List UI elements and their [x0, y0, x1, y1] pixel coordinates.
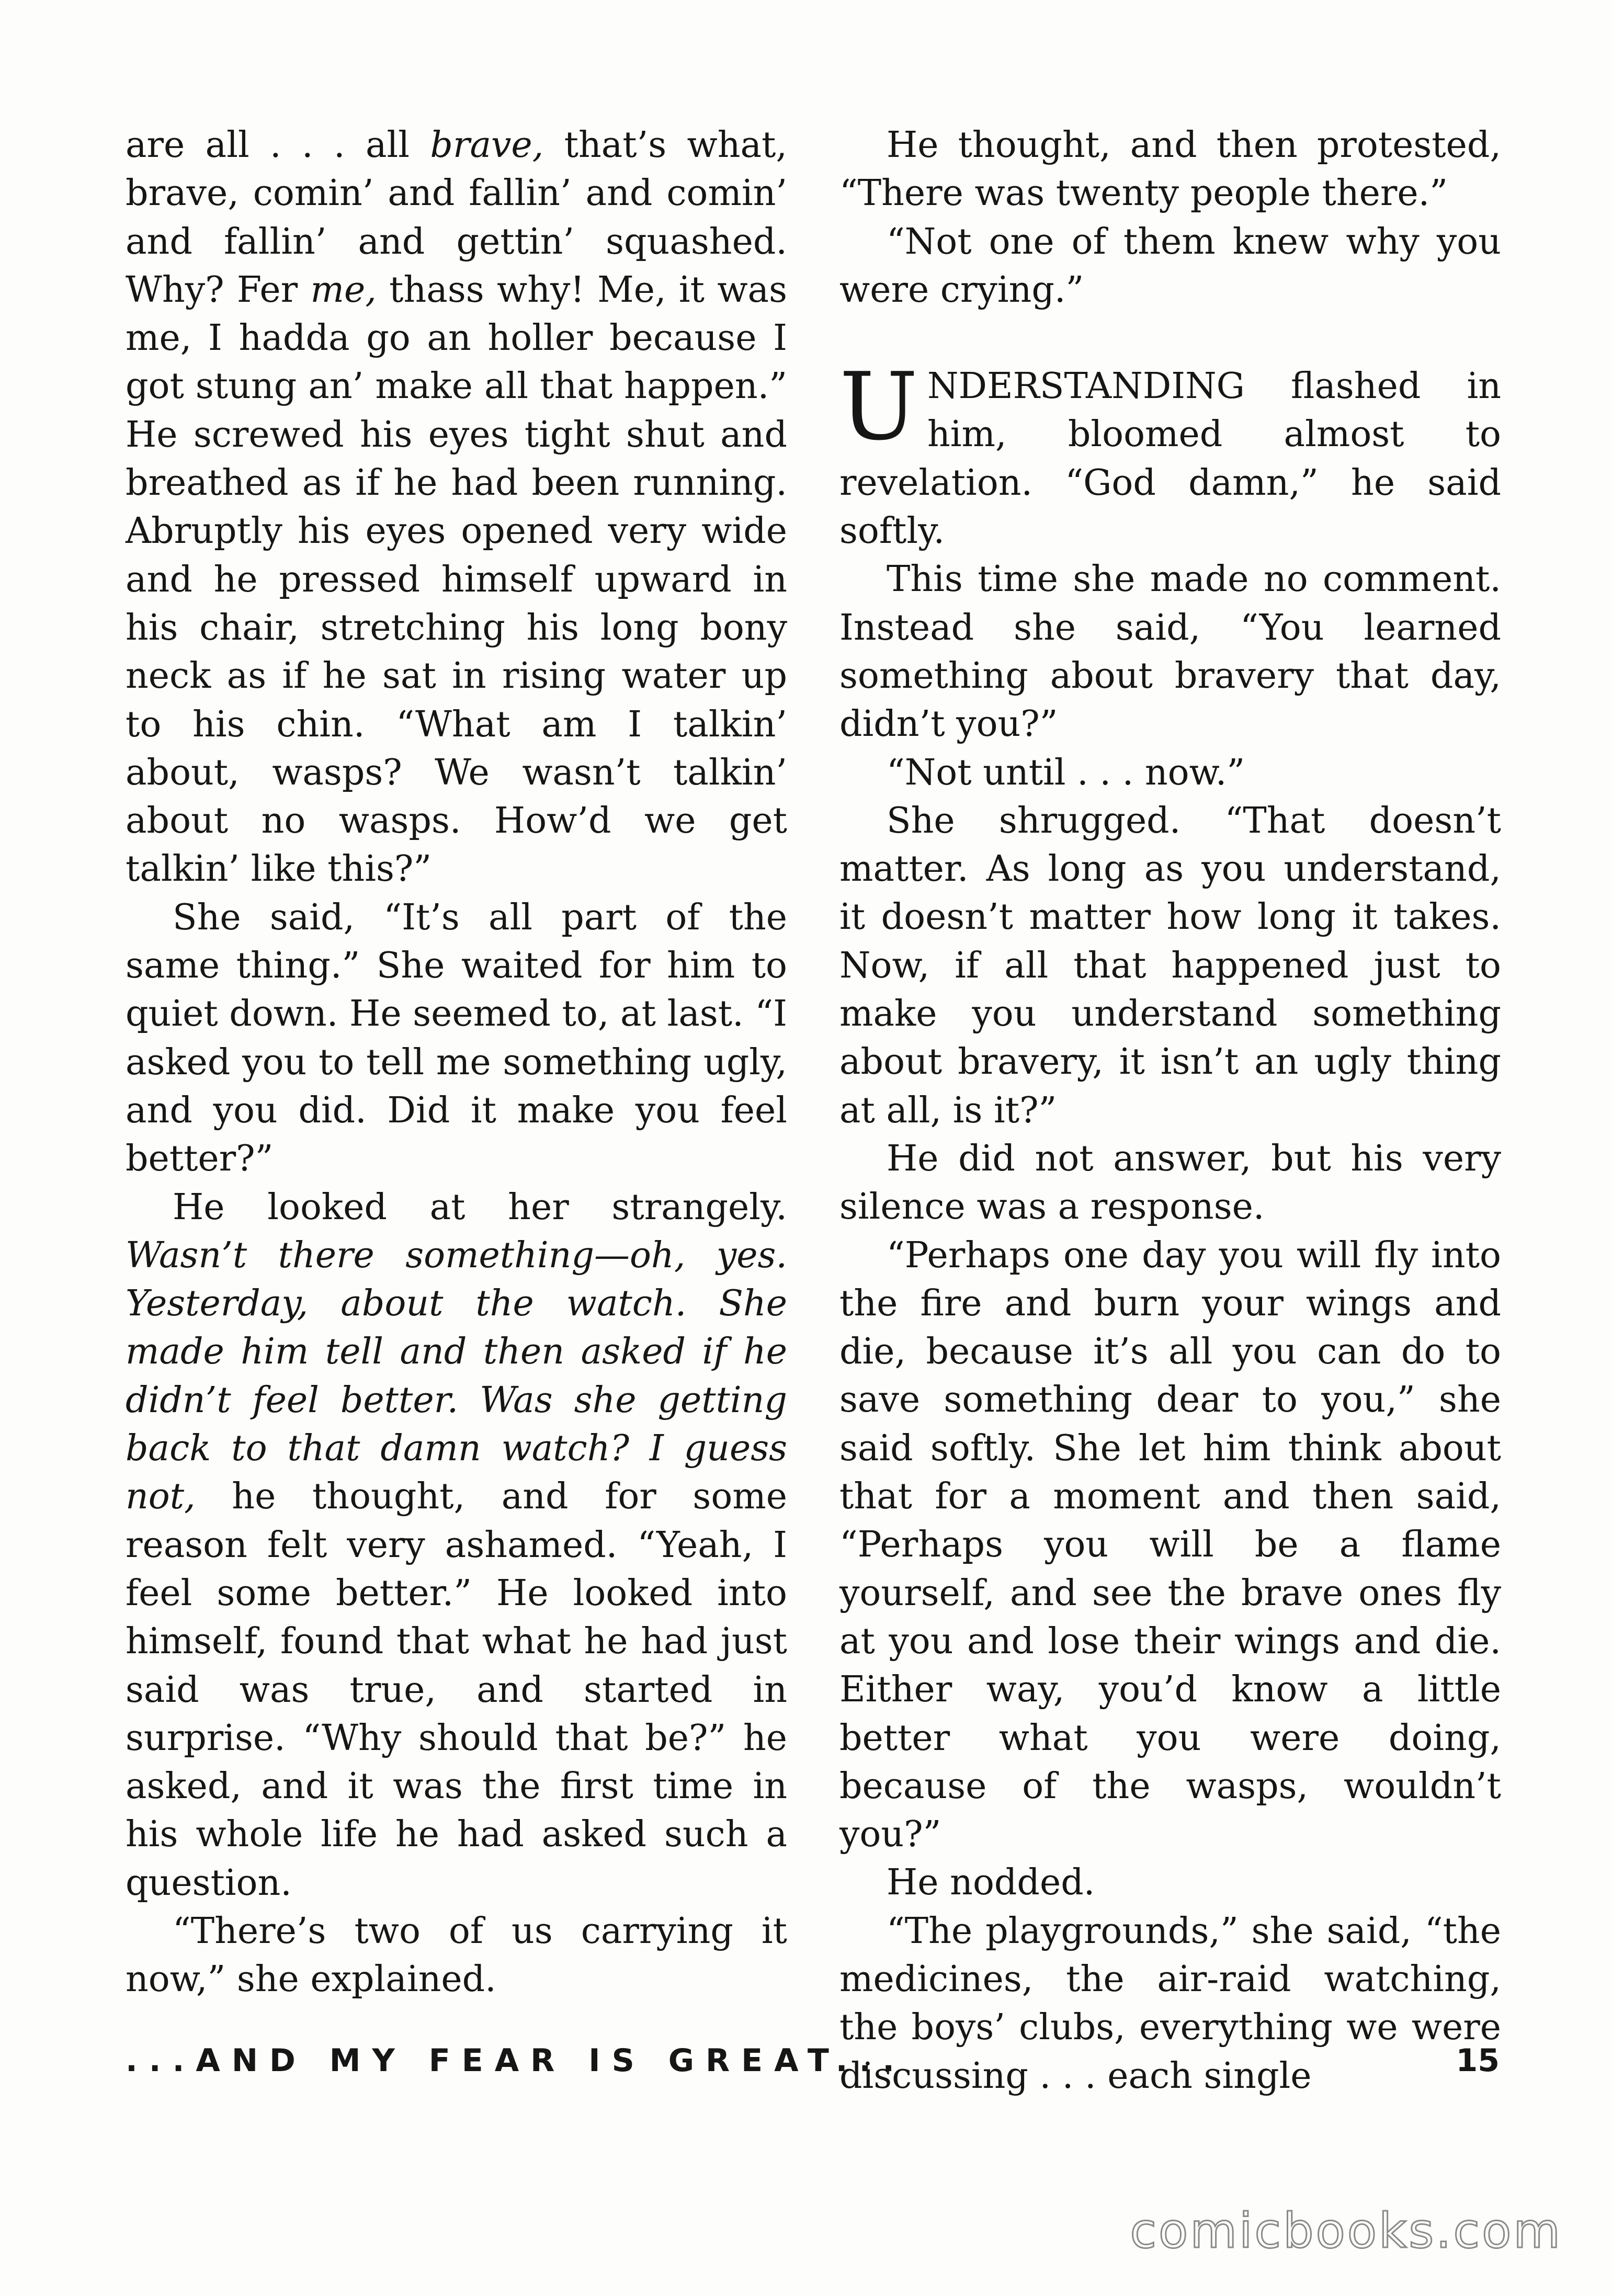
paragraph: He looked at her strangely. Wasn’t there something—oh, yes. Yesterday, about the watch. She made him tell and then asked if he didn’t feel better. Was she getting back to that damn watch? I guess not, he thought, and for some reason felt very ashamed. “Yeah, I feel some better.” He looked into himself, found that what he had just said was true, and started in surprise. “Why should that be?” he asked, and it was the first time in his whole life he had asked such a question. [126, 1186, 787, 1904]
paragraph: She shrugged. “That doesn’t matter. As long as you understand, it doesn’t matter how long it takes. Now, if all that happened just to make you understand something about bravery, it isn’t an ugly thing at all, is it?” [839, 800, 1501, 1131]
paragraph: He thought, and then protested, “There was twenty people there.” [839, 124, 1501, 214]
paragraph: She said, “It’s all part of the same thing.” She waited for him to quiet down. He seemed to, at last. “I asked you to tell me something ugly, and you did. Did it make you feel better?” [126, 896, 787, 1180]
italic-text: brave, [430, 124, 544, 166]
paragraph: He did not answer, but his very silence was a response. [839, 1138, 1501, 1228]
italic-text: me, [310, 269, 377, 311]
paragraph: “Not one of them knew why you were crying.” [839, 221, 1501, 311]
paragraph: “Perhaps one day you will fly into the fire and burn your wings and die, because it’s all you can do to save something dear to you,” she said softly. She let him think about that for a moment and then said, “Perhaps you will be a flame yourself, and see the brave ones fly at you and lose their wings and die. Either way, you’d know a little better what you were doing, because of the wasps, wouldn’t you?” [839, 1234, 1501, 1856]
paragraph: “Not until . . . now.” [887, 752, 1245, 793]
paragraph: He nodded. [887, 1862, 1095, 1904]
watermark-logo: comicbooks.com [1130, 2203, 1562, 2259]
section-opening-paragraph [839, 353, 1501, 555]
italic-text: Wasn’t there something—oh, yes. Yesterday, about the watch. She made him tell and then asked if he didn’t feel better. Was she getting back to that damn watch? I guess not, [126, 1234, 787, 1518]
paragraph-text: NDERSTANDING flashed in him, bloomed almost to revelation. “God damn,” he said softly. [839, 366, 1501, 552]
drop-cap: U [839, 353, 918, 461]
paragraph: “The playgrounds,” she said, “the medicines, the air-raid watching, the boys’ clubs, everything we were discussing . . . each single [839, 1910, 1501, 2097]
right-column [839, 121, 1501, 2100]
running-title: ...AND MY FEAR IS GREAT... [126, 2042, 906, 2079]
page-footer [126, 2042, 1500, 2095]
paragraph: are all . . . all brave, that’s what, brave, comin’ and fallin’ and comin’ and fallin’ and gettin’ squashed. Why? Fer me, thass why! Me, it was me, I hadda go an holler because I got stung an’ make all that happen.” He screwed his eyes tight shut and breathed as if he had been running. Abruptly his eyes opened very wide and he pressed himself upward in his chair, stretching his long bony neck as if he sat in rising water up to his chin. “What am I talkin’ about, wasps? We wasn’t talkin’ about no wasps. How’d we get talkin’ like this?” [126, 124, 787, 890]
paragraph: “There’s two of us carrying it now,” she explained. [126, 1910, 787, 2001]
page-number: 15 [1456, 2042, 1500, 2079]
left-column [126, 121, 787, 2004]
paragraph: This time she made no comment. Instead she said, “You learned something about bravery that day, didn’t you?” [839, 559, 1501, 745]
